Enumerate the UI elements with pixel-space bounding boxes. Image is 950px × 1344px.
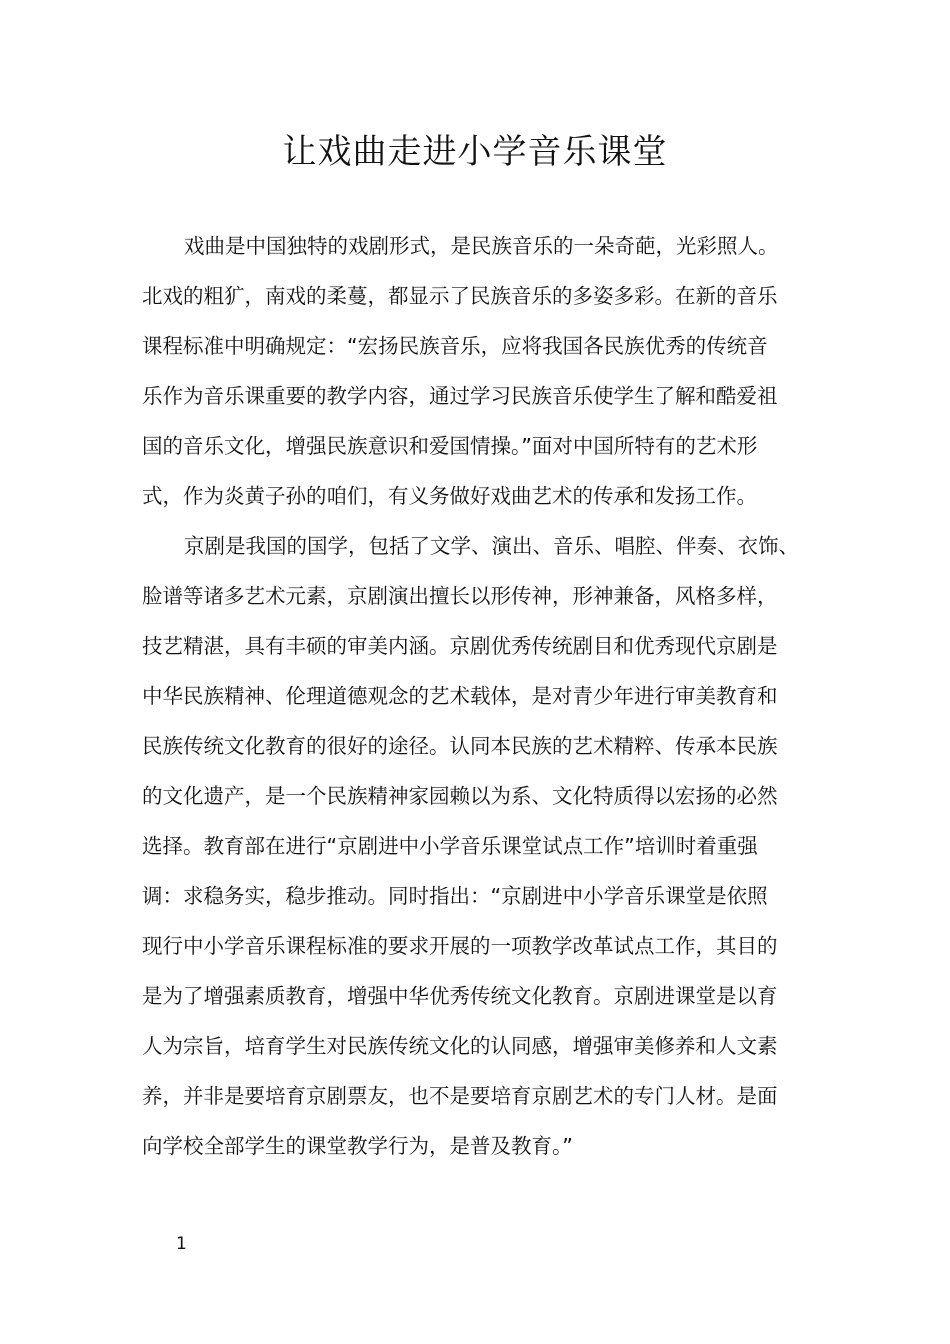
paragraph-line: 是为了增强素质教育，增强中华优秀传统文化教育。京剧进课堂是以育 [142,984,778,1008]
paragraph-line: 戏曲是中国独特的戏剧形式，是民族音乐的一朵奇葩，光彩照人。 [184,234,779,258]
paragraph-line: 国的音乐文化，增强民族意识和爱国情操。”面对中国所特有的艺术形 [142,434,758,458]
paragraph-line: 现行中小学音乐课程标准的要求开展的一项教学改革试点工作，其目的 [142,934,778,958]
paragraph-line: 乐作为音乐课重要的教学内容，通过学习民族音乐使学生了解和酷爱祖 [142,384,778,408]
paragraph-line: 调：求稳务实，稳步推动。同时指出：“京剧进中小学音乐课堂是依照 [142,884,768,908]
document-title: 让戏曲走进小学音乐课堂 [282,131,668,172]
paragraph-line: 的文化遗产，是一个民族精神家园赖以为系、文化特质得以宏扬的必然 [142,784,778,808]
paragraph-line: 民族传统文化教育的很好的途径。认同本民族的艺术精粹、传承本民族 [142,734,778,758]
paragraph-line: 中华民族精神、伦理道德观念的艺术载体，是对青少年进行审美教育和 [142,684,778,708]
paragraph-line: 养，并非是要培育京剧票友，也不是要培育京剧艺术的专门人材。是面 [142,1084,778,1108]
paragraph-line: 脸谱等诸多艺术元素，京剧演出擅长以形传神，形神兼备，风格多样， [142,584,778,608]
paragraph-line: 北戏的粗犷，南戏的柔蔓，都显示了民族音乐的多姿多彩。在新的音乐 [142,284,778,308]
paragraph-line: 技艺精湛，具有丰硕的审美内涵。京剧优秀传统剧目和优秀现代京剧是 [142,634,778,658]
paragraph-2 [142,521,810,1171]
paragraph-line: 京剧是我国的国学，包括了文学、演出、音乐、唱腔、伴奏、衣饰、 [184,534,799,558]
paragraph-line: 课程标准中明确规定：“宏扬民族音乐，应将我国各民族优秀的传统音 [142,334,768,358]
paragraph-1 [142,221,810,521]
paragraph-line: 选择。教育部在进行“京剧进中小学音乐课堂试点工作”培训时着重强 [142,834,758,858]
paragraph-line: 向学校全部学生的课堂教学行为，是普及教育。” [142,1134,573,1158]
paragraph-line: 式，作为炎黄子孙的咱们，有义务做好戏曲艺术的传承和发扬工作。 [142,484,757,508]
page-number: 1 [176,1234,187,1254]
paragraph-line: 人为宗旨，培育学生对民族传统文化的认同感，增强审美修养和人文素 [142,1034,778,1058]
